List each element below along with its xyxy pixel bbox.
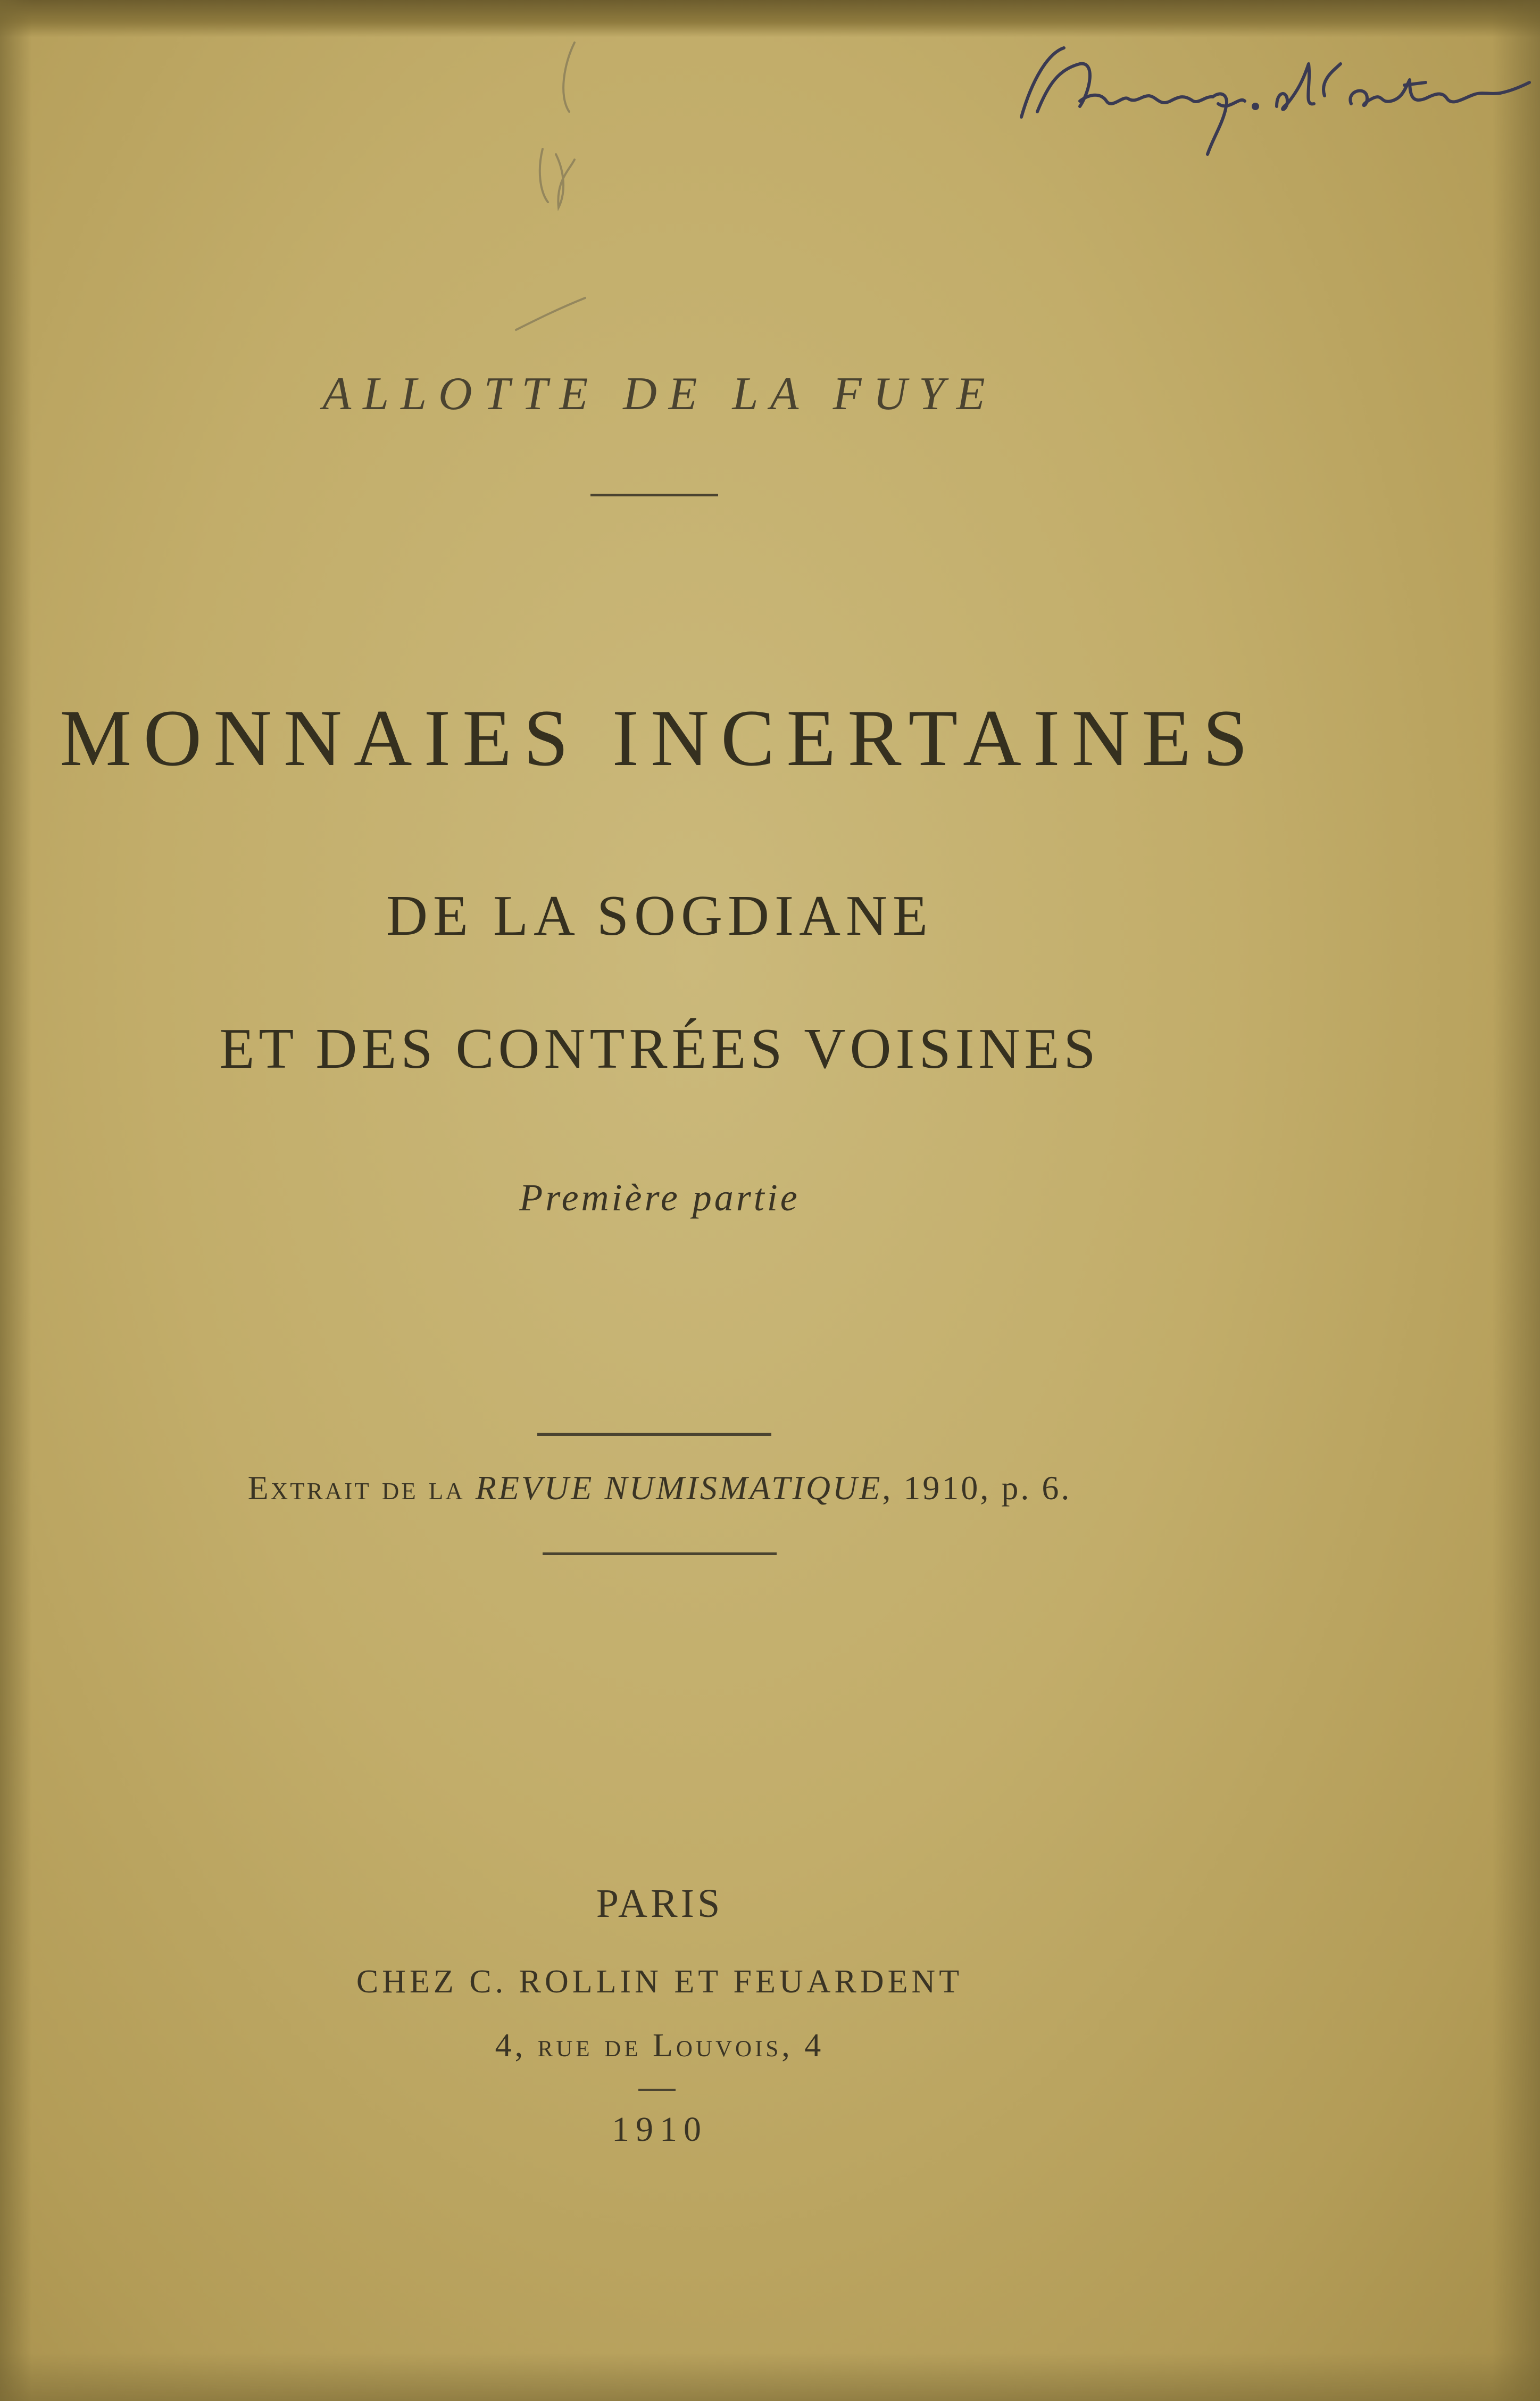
imprint-publisher: CHEZ C. ROLLIN ET FEUARDENT [356,1964,963,2000]
part-label: Première partie [519,1176,800,1219]
date-rule [638,2089,676,2091]
imprint-city: PARIS [596,1881,723,1926]
imprint-year: 1910 [612,2110,707,2149]
imprint-address: 4, rue de Louvois, 4 [495,2028,825,2064]
pencil-mark [505,32,654,351]
extract-top-rule [537,1433,771,1436]
extract-note [0,1468,1319,1508]
author-rule [590,494,718,496]
page-bottom-edge [0,2353,1540,2401]
extract-bottom-rule [543,1552,777,1555]
handwritten-dedication [1000,32,1532,170]
journal-name: REVUE NUMISMATIQUE [475,1469,883,1507]
page-right-edge [1492,0,1540,2401]
extract-prefix: Extrait de la [247,1469,465,1507]
extract-suffix: , 1910, p. 6. [882,1469,1072,1507]
subtitle-line-2: ET DES CONTRÉES VOISINES [219,1017,1100,1081]
subtitle-line-1: DE LA SOGDIANE [386,884,933,948]
author-name: ALLOTTE DE LA FUYE [322,368,997,420]
book-title: MONNAIES INCERTAINES [60,693,1260,783]
